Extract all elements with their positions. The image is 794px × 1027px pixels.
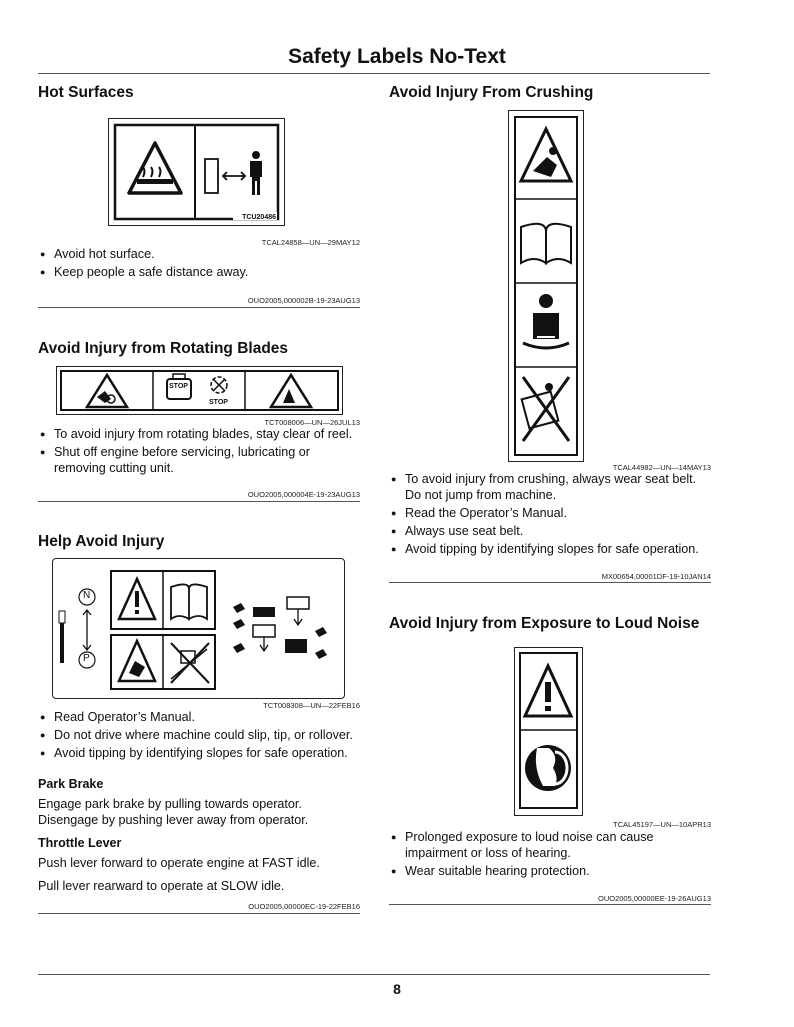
- footer-rule: [38, 974, 710, 975]
- lever-top-label: N: [83, 590, 91, 601]
- list-item: ● Avoid tipping by identifying slopes for safe operation.: [38, 745, 360, 761]
- list-item: ● Prolonged exposure to loud noise can cause impairment or loss of hearing.: [389, 829, 711, 861]
- stop-reel-icon: [211, 377, 227, 393]
- title-rule: [38, 73, 710, 74]
- lever-bottom-label: P: [83, 653, 90, 664]
- throttle-heading: Throttle Lever: [38, 836, 122, 850]
- throttle-text-slow: Pull lever rearward to operate at SLOW idle.: [38, 879, 285, 893]
- no-jumping-icon: [522, 377, 569, 441]
- hot-surfaces-bullets: [38, 246, 360, 282]
- keep-distance-icon: [205, 151, 262, 195]
- park-brake-text: Engage park brake by pulling towards operator. Disengage by pushing lever away from operator.: [38, 797, 309, 827]
- rotating-blades-rule: [38, 501, 360, 502]
- warning-hand-icon: [271, 375, 311, 407]
- manual-book-icon: [171, 584, 207, 619]
- loud-noise-caption: TCAL45197—UN—10APR13: [613, 820, 711, 829]
- list-item: ● To avoid injury from rotating blades, stay clear of reel.: [38, 426, 360, 442]
- warning-icon: [119, 579, 155, 619]
- crushing-heading: Avoid Injury From Crushing: [389, 84, 594, 101]
- warning-icon: [525, 666, 571, 716]
- manual-book-icon: [521, 224, 571, 263]
- help-avoid-caption: TCT008308—UN—22FEB16: [263, 701, 360, 710]
- list-item: ● Read the Operator’s Manual.: [389, 505, 711, 521]
- list-item: ● Avoid hot surface.: [38, 246, 360, 262]
- loud-noise-bullets: [389, 829, 711, 881]
- list-item: ● Shut off engine before servicing, lubricating or removing cutting unit.: [38, 444, 360, 476]
- list-item: ● Keep people a safe distance away.: [38, 264, 360, 280]
- page-title: Safety Labels No-Text: [288, 45, 506, 68]
- loud-noise-heading: Avoid Injury from Exposure to Loud Noise: [389, 615, 700, 632]
- crushing-label-image: [508, 110, 584, 462]
- crushing-rule: [389, 582, 711, 583]
- list-item: ● To avoid injury from crushing, always wear seat belt. Do not jump from machine.: [389, 471, 711, 503]
- list-item: ● Avoid tipping by identifying slopes for safe operation.: [389, 541, 711, 557]
- hot-surfaces-rule: [38, 307, 360, 308]
- hot-surfaces-caption: TCAL24858—UN—29MAY12: [261, 238, 360, 247]
- seat-belt-icon: [523, 294, 569, 348]
- help-avoid-ref: OUO2005,00000EC-19-22FEB16: [248, 902, 360, 911]
- hot-surface-warning-icon: [129, 143, 181, 193]
- hot-surfaces-label-image: [108, 118, 285, 226]
- crushing-bullets: [389, 471, 711, 559]
- list-item: ● Always use seat belt.: [389, 523, 711, 539]
- crushing-ref: MX00654,00001DF-19-10JAN14: [601, 572, 711, 581]
- loud-noise-rule: [389, 904, 711, 905]
- park-brake-heading: Park Brake: [38, 777, 104, 791]
- loud-noise-ref: OUO2005,00000EE-19-26AUG13: [598, 894, 711, 903]
- stop-label-engine: STOP: [169, 383, 188, 390]
- help-avoid-bullets: [38, 709, 360, 763]
- rotating-blades-label-image: [56, 366, 343, 415]
- warning-reel-icon: [87, 375, 127, 407]
- tipping-warning-icon: [119, 641, 155, 681]
- rotating-blades-caption: TCT008006—UN—26JUL13: [264, 418, 360, 427]
- hot-surfaces-ref: OUO2005,000002B-19-23AUG13: [247, 296, 360, 305]
- rotating-blades-bullets: [38, 426, 360, 478]
- list-item: ● Do not drive where machine could slip, tip, or rollover.: [38, 727, 360, 743]
- help-avoid-rule: [38, 913, 360, 914]
- throttle-text-fast: Push lever forward to operate engine at FAST idle.: [38, 856, 320, 870]
- crushing-caption: TCAL44982—UN—14MAY13: [612, 463, 711, 472]
- stop-label-reel: STOP: [209, 399, 228, 406]
- help-avoid-label-image: [52, 558, 345, 699]
- rotating-blades-ref: OUO2005,000004E-19-23AUG13: [247, 490, 360, 499]
- hot-surfaces-heading: Hot Surfaces: [38, 84, 134, 101]
- list-item: ● Read Operator’s Manual.: [38, 709, 360, 725]
- list-item: ● Wear suitable hearing protection.: [389, 863, 711, 879]
- crush-warning-icon: [521, 129, 571, 181]
- no-slope-icon: [171, 643, 209, 683]
- page-number: 8: [393, 981, 401, 997]
- rotating-blades-heading: Avoid Injury from Rotating Blades: [38, 340, 289, 357]
- hot-surfaces-figure-label: TCU20486: [242, 214, 276, 221]
- hearing-protection-icon: [525, 745, 571, 791]
- throttle-diagram-icon: [233, 597, 327, 659]
- loud-noise-label-image: [514, 647, 583, 816]
- help-avoid-heading: Help Avoid Injury: [38, 533, 165, 550]
